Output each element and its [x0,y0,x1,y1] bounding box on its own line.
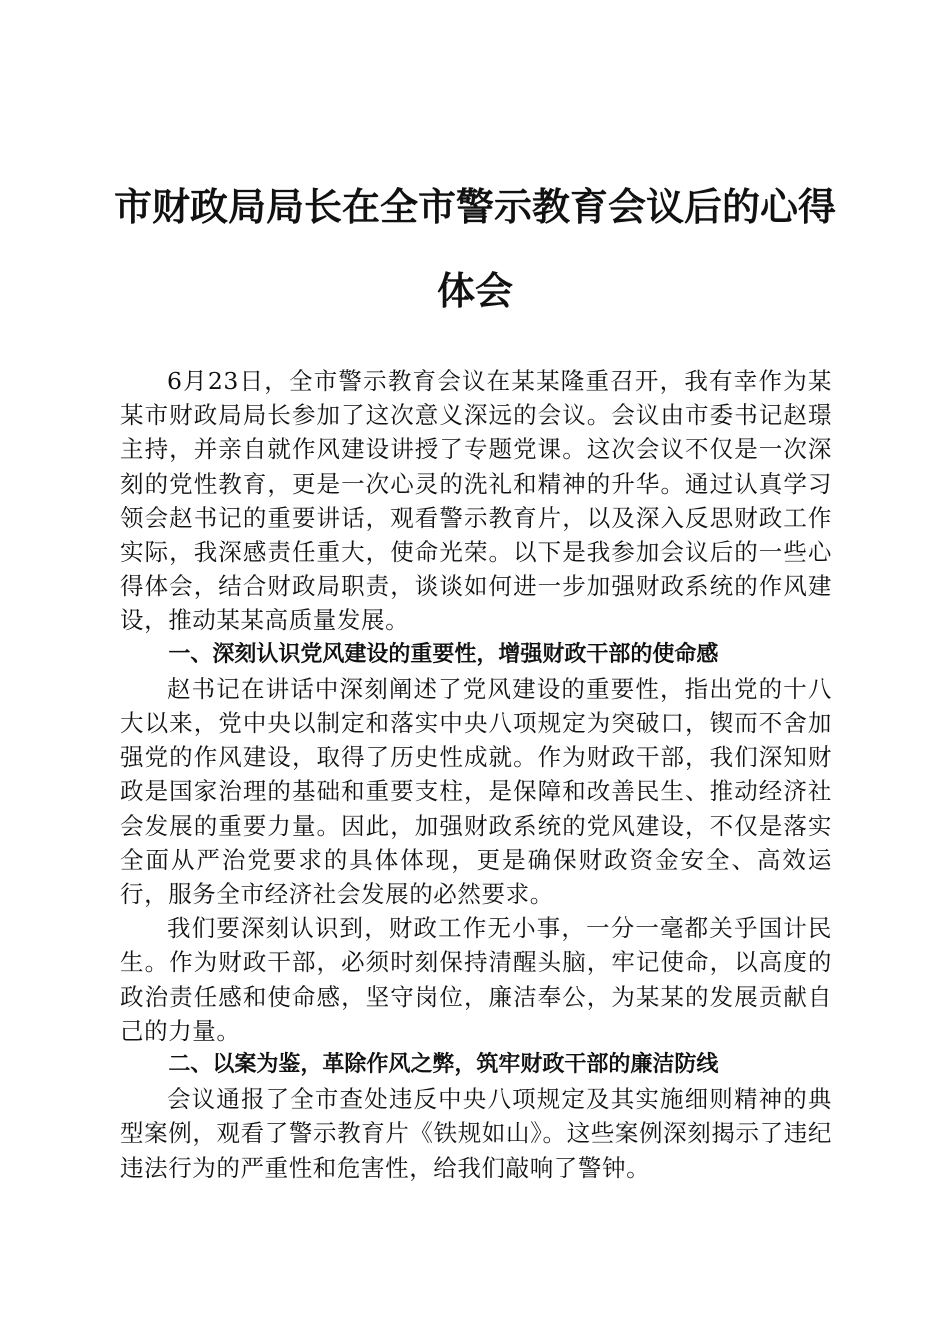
section-2-paragraph-1: 会议通报了全市查处违反中央八项规定及其实施细则精神的典型案例，观看了警示教育片《铁规如山》。这些案例深刻揭示了违纪违法行为的严重性和危害性，给我们敲响了警钟。 [120,1085,832,1182]
document-body [120,364,832,1185]
section-1-paragraph-1: 赵书记在讲话中深刻阐述了党风建设的重要性，指出党的十八大以来，党中央以制定和落实中央八项规定为突破口，锲而不舍加强党的作风建设，取得了历史性成就。作为财政干部，我们深知财政是国家治理的基础和重要支柱，是保障和改善民生、推动经济社会发展的重要力量。因此，加强财政系统的党风建设，不仅是落实全面从严治党要求的具体体现，更是确保财政资金安全、高效运行，服务全市经济社会发展的必然要求。 [120,674,832,909]
section-1-heading: 一、深刻认识党风建设的重要性，增强财政干部的使命感 [168,641,719,667]
section-1-paragraph-2: 我们要深刻认识到，财政工作无小事，一分一毫都关乎国计民生。作为财政干部，必须时刻保持清醒头脑，牢记使命，以高度的政治责任感和使命感，坚守岗位，廉洁奉公，为某某的发展贡献自己的力量。 [120,914,832,1045]
document-title: 市财政局局长在全市警示教育会议后的心得体会 [113,184,836,313]
section-2-heading: 二、以案为鉴，革除作风之弊，筑牢财政干部的廉洁防线 [168,1052,719,1078]
intro-paragraph: 6月23日，全市警示教育会议在某某隆重召开，我有幸作为某某市财政局局长参加了这次意义深远的会议。会议由市委书记赵璟主持，并亲自就作风建设讲授了专题党课。这次会议不仅是一次深刻的党性教育，更是一次心灵的洗礼和精神的升华。通过认真学习领会赵书记的重要讲话，观看警示教育片，以及深入反思财政工作实际，我深感责任重大，使命光荣。以下是我参加会议后的一些心得体会，结合财政局职责，谈谈如何进一步加强财政系统的作风建设，推动某某高质量发展。 [120,367,832,635]
